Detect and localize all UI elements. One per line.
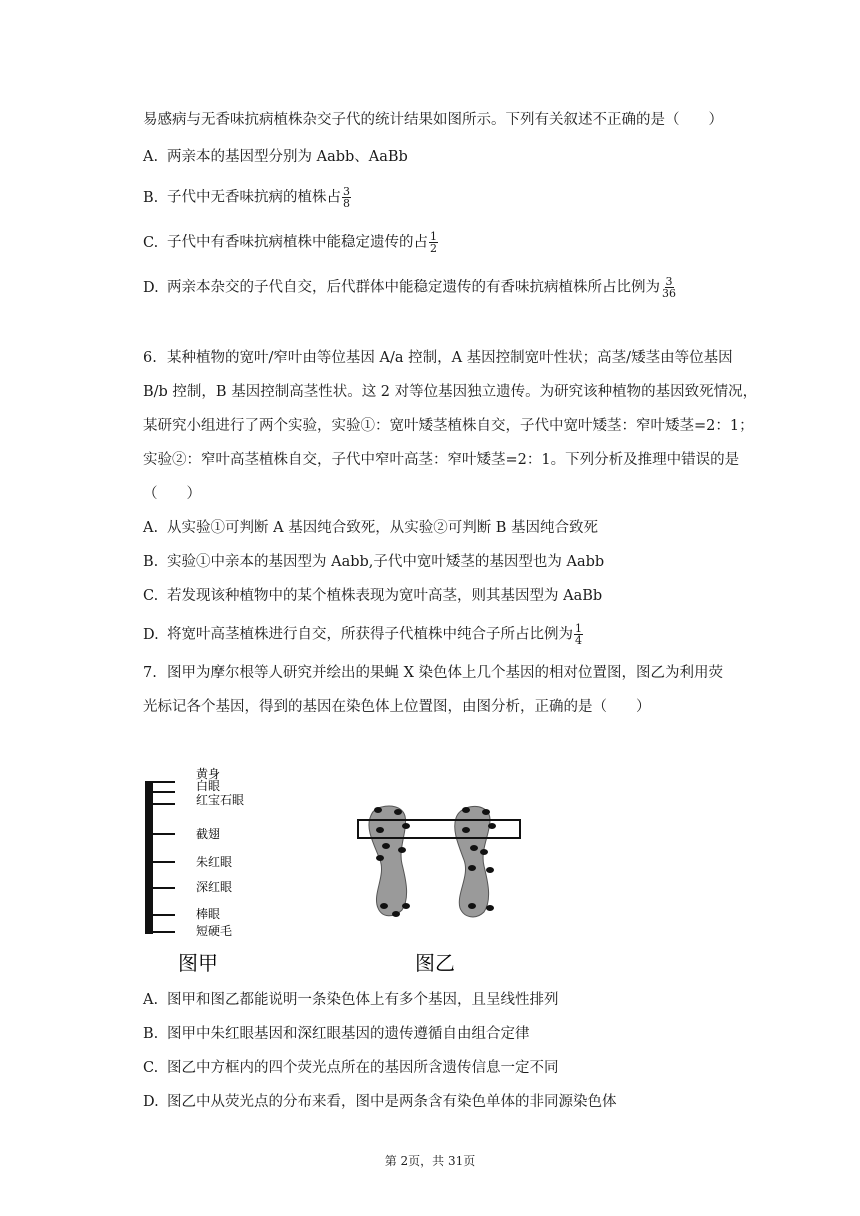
option-text: 图甲和图乙都能说明一条染色体上有多个基因，且呈线性排列 xyxy=(167,992,559,1008)
chromosome-left xyxy=(369,806,407,916)
option-text: 图乙中方框内的四个荧光点所在的基因所含遗传信息一定不同 xyxy=(167,1060,559,1076)
gene-label-bar-eye: 棒眼 xyxy=(196,907,221,921)
fluorescent-dot xyxy=(382,843,390,849)
q6-stem-line-2: B/b 控制，B 基因控制高茎性状。这 2 对等位基因独立遗传。为研究该种植物的基因致死情况， xyxy=(143,384,758,400)
fraction xyxy=(661,276,677,299)
fluorescent-dot xyxy=(488,823,496,829)
q6-option-c xyxy=(143,586,602,606)
figure-a xyxy=(145,767,244,975)
fluorescent-dot xyxy=(462,827,470,833)
fluorescent-dot xyxy=(402,903,410,909)
fraction-denominator: 36 xyxy=(662,287,676,300)
fluorescent-dot xyxy=(468,903,476,909)
fluorescent-dot xyxy=(398,847,406,853)
option-label: D. xyxy=(143,279,159,296)
fraction xyxy=(342,186,351,209)
option-text: 图甲中朱红眼基因和深红眼基因的遗传遵循自由组合定律 xyxy=(167,1026,530,1042)
question-number: 6. xyxy=(143,350,157,366)
option-label: A. xyxy=(143,992,159,1008)
figure-b xyxy=(358,806,520,975)
fraction-numerator: 1 xyxy=(575,622,582,635)
gene-label-short-bristle: 短硬毛 xyxy=(196,924,233,938)
q7-stem-line-2: 光标记各个基因，得到的基因在染色体上位置图，由图分析，正确的是（ ） xyxy=(143,699,651,715)
q7-stem-line-1 xyxy=(143,663,723,683)
chromosome-right xyxy=(455,807,490,917)
q6-option-b xyxy=(143,552,604,572)
option-label: D. xyxy=(143,626,159,643)
option-label: B. xyxy=(143,554,159,570)
q5-option-a xyxy=(143,147,408,167)
option-text: 图乙中从荧光点的分布来看，图中是两条含有染色单体的非同源染色体 xyxy=(167,1094,617,1110)
fluorescent-dot xyxy=(376,827,384,833)
option-label: A. xyxy=(143,520,159,536)
option-text: 从实验①可判断 A 基因纯合致死，从实验②可判断 B 基因纯合致死 xyxy=(167,520,599,536)
q5-option-b xyxy=(143,186,351,209)
fluorescent-dot xyxy=(394,809,402,815)
fraction-numerator: 1 xyxy=(430,230,437,243)
fluorescent-dot xyxy=(470,845,478,851)
option-label: A. xyxy=(143,149,159,165)
gene-label-yellow-body: 黄身 xyxy=(196,767,221,781)
option-label: D. xyxy=(143,1094,159,1110)
fluorescent-dot xyxy=(468,865,476,871)
option-text: 子代中有香味抗病植株中能稳定遗传的占 xyxy=(167,234,428,251)
fraction xyxy=(429,231,438,254)
q5-option-d xyxy=(143,276,677,299)
fluorescent-dot xyxy=(482,809,490,815)
q7-option-a xyxy=(143,990,559,1010)
stem-text: 某种植物的宽叶/窄叶由等位基因 A/a 控制，A 基因控制宽叶性状；高茎/矮茎由等位基因 xyxy=(167,350,733,366)
q6-option-d xyxy=(143,623,583,646)
fluorescent-dot xyxy=(480,849,488,855)
option-label: C. xyxy=(143,234,159,251)
fraction-denominator: 4 xyxy=(575,634,582,647)
q7-option-c xyxy=(143,1058,559,1078)
q6-stem-line-3: 某研究小组进行了两个实验，实验①：宽叶矮茎植株自交，子代中宽叶矮茎：窄叶矮茎=2：1； xyxy=(143,418,754,434)
gene-label-carmine-eye: 深红眼 xyxy=(196,880,233,894)
fraction xyxy=(574,623,583,646)
fluorescent-dot xyxy=(462,807,470,813)
gene-label-white-eye: 白眼 xyxy=(196,779,221,793)
fluorescent-dot xyxy=(374,807,382,813)
option-text: 两亲本杂交的子代自交，后代群体中能稳定遗传的有香味抗病植株所占比例为 xyxy=(167,279,660,296)
q5-option-c xyxy=(143,231,438,254)
option-text: 若发现该种植物中的某个植株表现为宽叶高茎，则其基因型为 AaBb xyxy=(167,588,603,604)
gene-label-ruby-eye: 红宝石眼 xyxy=(196,793,245,807)
q6-stem-line-1 xyxy=(143,348,733,368)
fluorescent-dot xyxy=(380,903,388,909)
gene-label-cut-wing: 截翅 xyxy=(196,827,221,841)
fraction-numerator: 3 xyxy=(665,275,673,288)
option-text: 实验①中亲本的基因型为 Aabb,子代中宽叶矮茎的基因型也为 Aabb xyxy=(167,554,605,570)
q7-figure xyxy=(140,760,540,980)
option-text: 子代中无香味抗病的植株占 xyxy=(167,189,341,206)
fluorescent-dot xyxy=(376,855,384,861)
option-text: 两亲本的基因型分别为 Aabb、AaBb xyxy=(167,149,408,165)
fluorescent-dot xyxy=(392,911,400,917)
q7-option-d xyxy=(143,1092,617,1112)
q6-option-a xyxy=(143,518,598,538)
option-label: B. xyxy=(143,1026,159,1042)
figure-b-label: 图乙 xyxy=(415,951,455,975)
stem-text: 图甲为摩尔根等人研究并绘出的果蝇 X 染色体上几个基因的相对位置图，图乙为利用荧 xyxy=(167,665,724,681)
option-label: C. xyxy=(143,1060,159,1076)
chromosome-figure xyxy=(140,760,540,980)
fraction-numerator: 3 xyxy=(343,185,350,198)
fluorescent-dot xyxy=(486,867,494,873)
q5-stem-continuation: 易感病与无香味抗病植株杂交子代的统计结果如图所示。下列有关叙述不正确的是（ ） xyxy=(143,112,723,128)
fluorescent-dot xyxy=(402,823,410,829)
q6-stem-line-4: 实验②：窄叶高茎植株自交，子代中窄叶高茎：窄叶矮茎=2：1。下列分析及推理中错误的是 xyxy=(143,452,740,468)
q6-stem-line-5: （ ） xyxy=(143,486,201,502)
gene-label-vermilion-eye: 朱红眼 xyxy=(196,855,233,869)
figure-a-label: 图甲 xyxy=(178,951,218,975)
option-label: C. xyxy=(143,588,159,604)
fluorescent-dot xyxy=(486,905,494,911)
page-footer: 第 2页，共 31页 xyxy=(384,1154,476,1168)
option-label: B. xyxy=(143,189,159,206)
q7-option-b xyxy=(143,1024,530,1044)
option-text: 将宽叶高茎植株进行自交，所获得子代植株中纯合子所占比例为 xyxy=(167,626,573,643)
fraction-denominator: 8 xyxy=(343,197,350,210)
fraction-denominator: 2 xyxy=(430,242,437,255)
question-number: 7. xyxy=(143,665,157,681)
